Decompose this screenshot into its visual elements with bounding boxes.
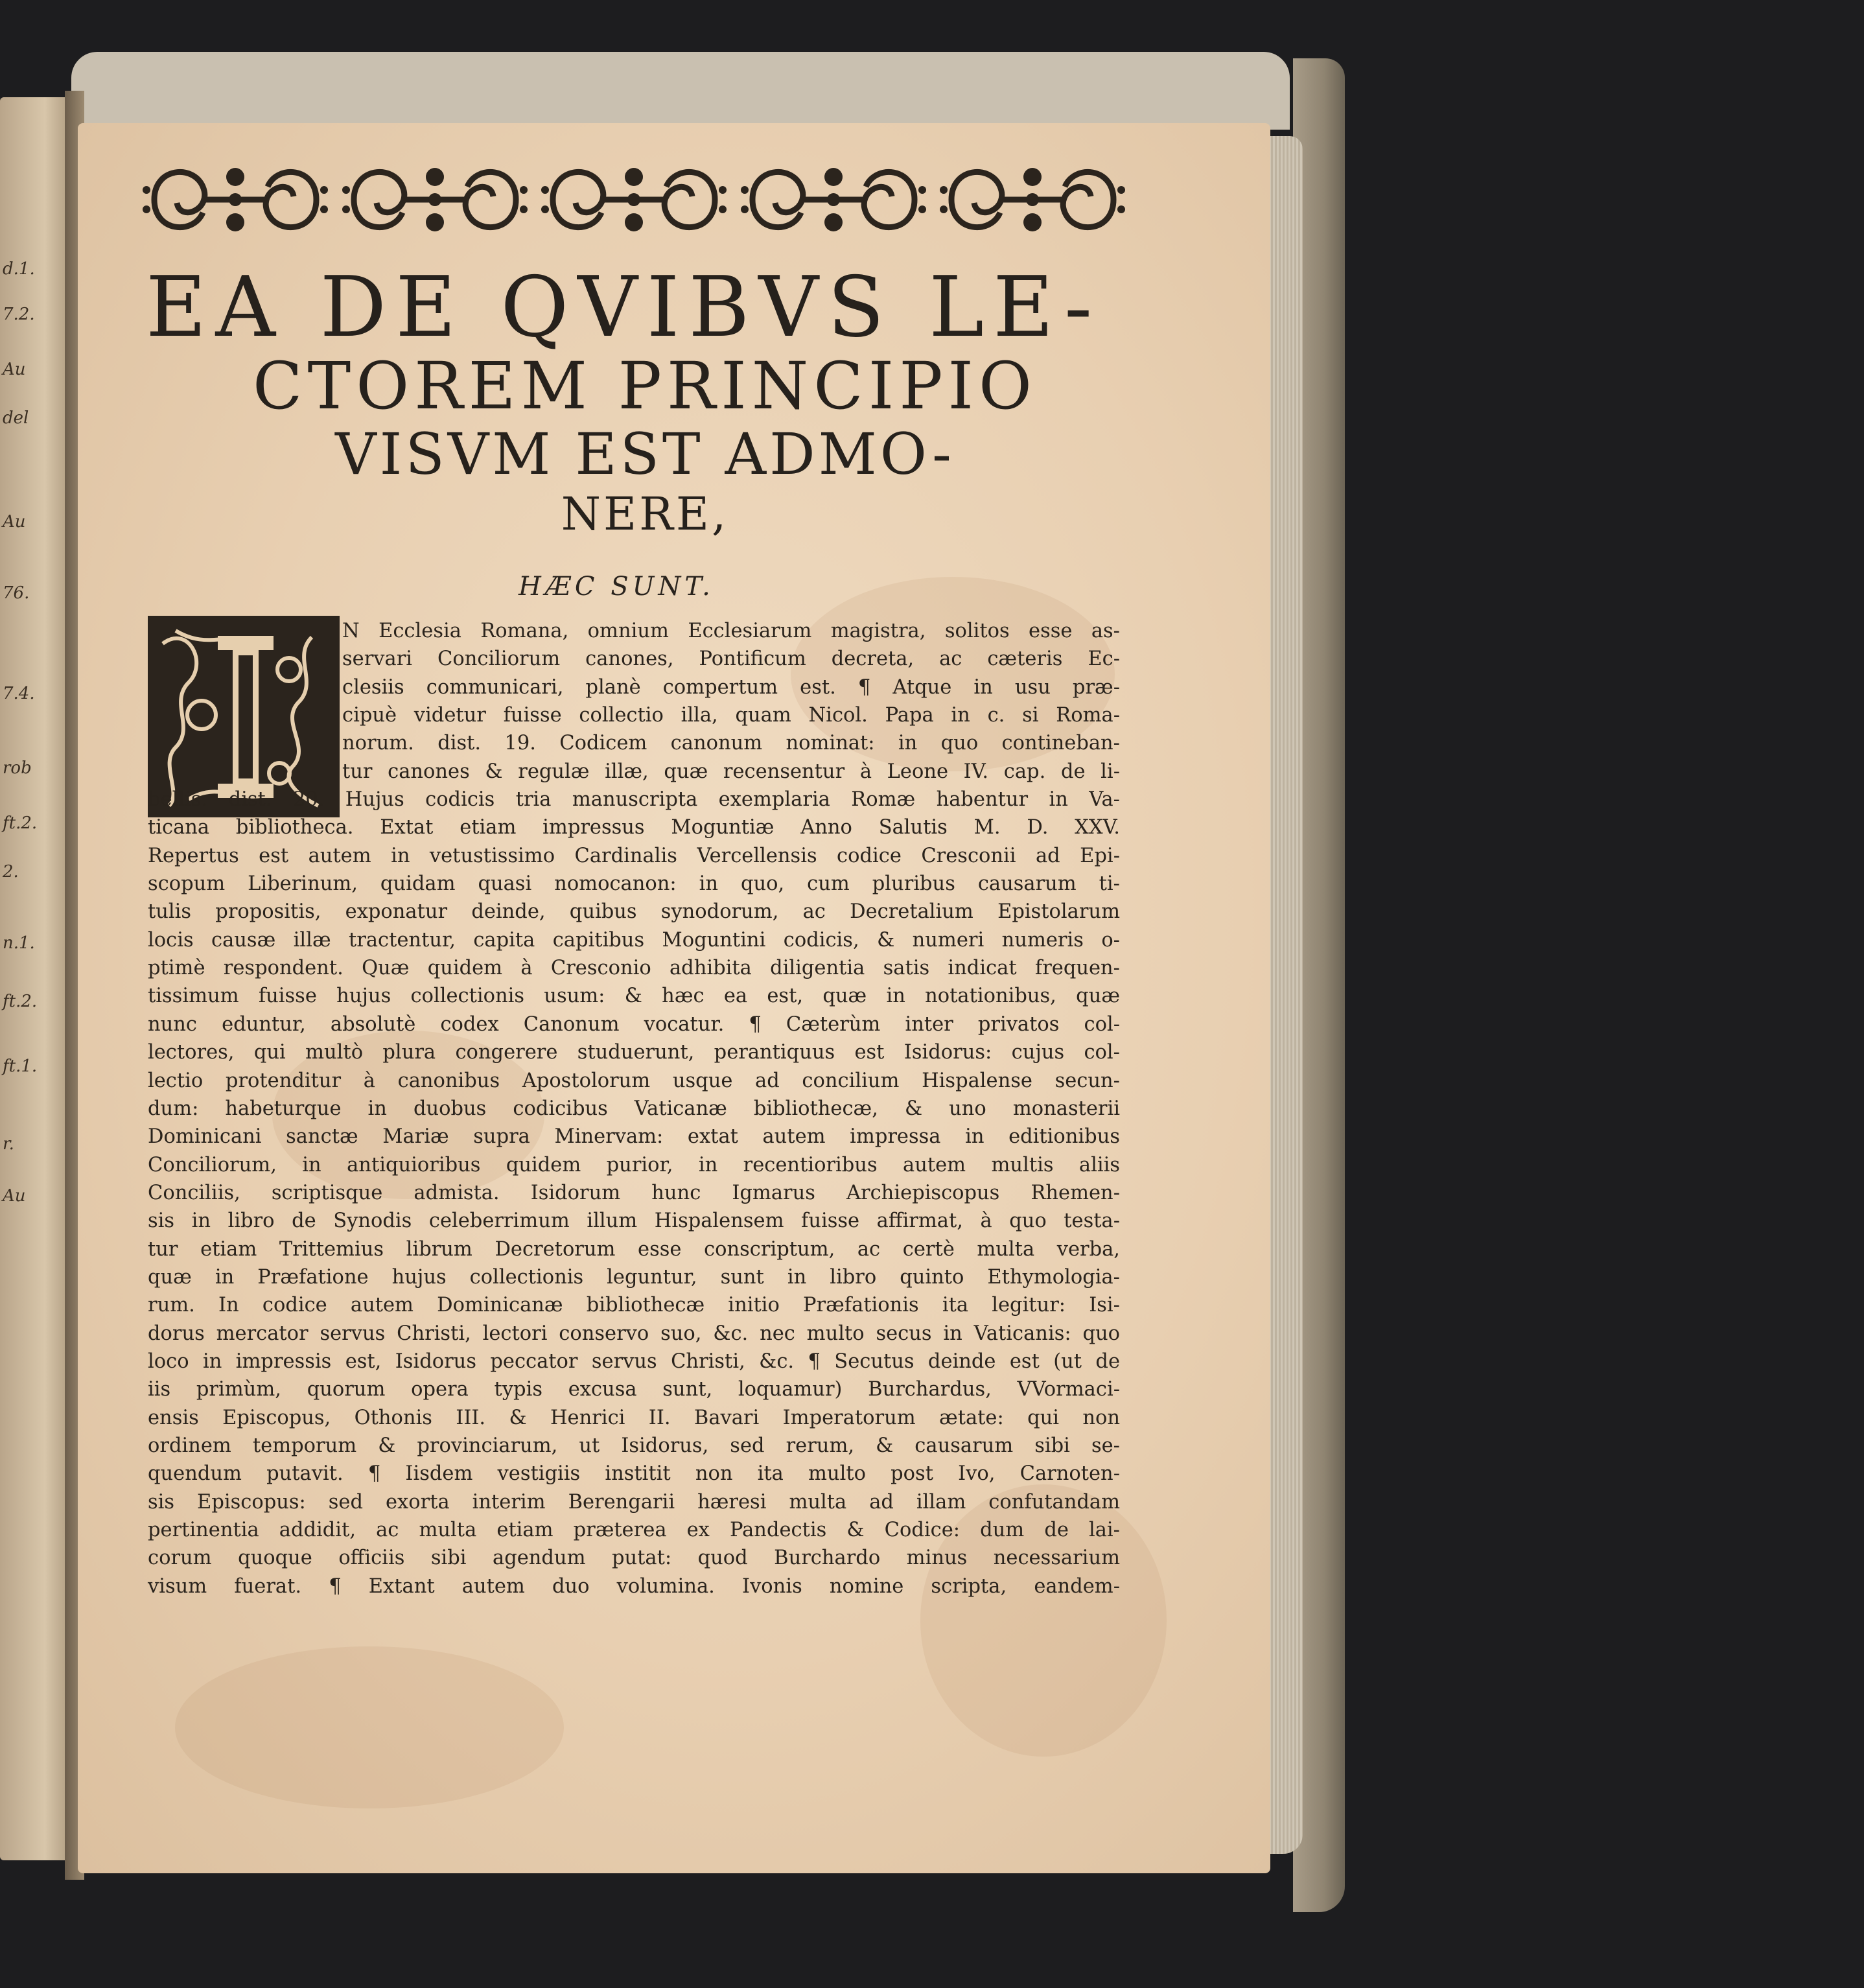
- text-line: tissimum fuisse hujus collectionis usum: & hæc ea est, quæ in notationibus, quæ: [148, 985, 1120, 1008]
- text-line: visum fuerat. ¶ Extant autem duo volumina. Ivonis nomine scripta, eandem-: [148, 1574, 1120, 1598]
- text-line: lectio protenditur à canonibus Apostolorum usque ad concilium Hispalense secun-: [148, 1069, 1120, 1092]
- text-line: tulis propositis, exponatur deinde, quibus synodorum, ac Decretalium Epistolarum: [148, 900, 1120, 924]
- text-line: ensis Episcopus, Othonis III. & Henrici II. Bavari Imperatorum ætate: qui non: [148, 1406, 1120, 1429]
- headpiece-ornament-icon: [141, 151, 329, 248]
- left-margin-note: n.1.: [3, 933, 35, 953]
- text-line: Dominicani sanctæ Mariæ supra Minervam: extat autem impressa in editionibus: [148, 1125, 1120, 1149]
- text-line: tur etiam Trittemius librum Decretorum esse conscriptum, ac certè multa verba,: [148, 1237, 1120, 1261]
- left-margin-note: 7.4.: [3, 684, 35, 703]
- main-text-block: [148, 617, 1120, 1600]
- text-line: dorus mercator servus Christi, lectori conservo suo, &c. nec multo secus in Vaticanis: quo: [148, 1322, 1120, 1345]
- section-subtitle: HÆC SUNT.: [518, 572, 714, 602]
- title-line-2: CTOREM PRINCIPIO: [252, 348, 1038, 424]
- text-line: sis in libro de Synodis celeberrimum illum Hispalensem fuisse affirmat, à quo testa-: [148, 1210, 1120, 1233]
- left-margin-note: 7.2.: [3, 305, 35, 324]
- headpiece-ornament-icon: [740, 151, 927, 248]
- text-line: scopum Liberinum, quidam quasi nomocanon: in quo, cum pluribus causarum ti-: [148, 872, 1120, 896]
- headpiece-ornament-icon: [341, 151, 529, 248]
- text-line: iis primùm, quorum opera typis excusa sunt, loquamur) Burchardus, VVormaci-: [148, 1378, 1120, 1401]
- left-margin-note: del: [3, 408, 29, 428]
- text-line: N Ecclesia Romana, omnium Ecclesiarum magistra, solitos esse as-: [342, 620, 1120, 642]
- text-line: quæ in Præfatione hujus collectionis leguntur, sunt in libro quinto Ethymologia-: [148, 1265, 1120, 1289]
- left-margin-note: 2.: [3, 862, 19, 882]
- text-line: rum. In codice autem Dominicanæ bibliothecæ initio Præfationis ita legitur: Isi-: [148, 1294, 1120, 1317]
- text-line: ticana bibliotheca. Extat etiam impressus Moguntiæ Anno Salutis M. D. XXV.: [148, 816, 1120, 839]
- page-title: [139, 259, 1150, 542]
- left-margin-note: ft.1.: [3, 1057, 38, 1076]
- title-line-3: VISVM EST ADMO-: [335, 421, 955, 487]
- decorative-headpiece: [141, 149, 1126, 250]
- left-margin-note: ft.2.: [3, 813, 38, 833]
- text-line: pertinentia addidit, ac multa etiam præterea ex Pandectis & Codice: dum de lai-: [148, 1519, 1120, 1541]
- text-line: loco in impressis est, Isidorus peccator servus Christi, &c. ¶ Secutus deinde est (ut de: [148, 1350, 1120, 1373]
- left-margin-note: d.1.: [3, 259, 35, 279]
- left-margin-note: Au: [3, 360, 26, 379]
- title-line-1: EA DE QVIBVS LE-: [146, 259, 1102, 356]
- text-line: ordinem temporum & provinciarum, ut Isidorus, sed rerum, & causarum sibi se-: [148, 1434, 1120, 1457]
- text-line: clesiis communicari, planè compertum est. ¶ Atque in usu præ-: [342, 675, 1120, 699]
- left-page-fragment: [0, 97, 75, 1860]
- text-line: Repertus est autem in vetustissimo Cardinalis Vercellensis codice Cresconii ad Epi-: [148, 844, 1120, 867]
- headpiece-ornament-icon: [540, 151, 728, 248]
- text-line: norum. dist. 19. Codicem canonum nominat: in quo contineban-: [342, 732, 1120, 755]
- left-margin-note: Au: [3, 512, 26, 532]
- text-line: cipuè videtur fuisse collectio illa, quam Nicol. Papa in c. si Roma-: [342, 704, 1120, 727]
- left-margin-note: rob: [3, 758, 32, 778]
- text-line: Conciliis, scriptisque admista. Isidorum hunc Igmarus Archiepiscopus Rhemen-: [148, 1181, 1120, 1204]
- text-line: ptimè respondent. Quæ quidem à Cresconio adhibita diligentia satis indicat frequen-: [148, 957, 1120, 980]
- text-line: quendum putavit. ¶ Iisdem vestigiis institit non ita multo post Ivo, Carnoten-: [148, 1462, 1120, 1486]
- text-line: nunc eduntur, absolutè codex Canonum vocatur. ¶ Cæterùm inter privatos col-: [148, 1012, 1120, 1036]
- left-margin-note: 76.: [3, 583, 30, 603]
- text-line: corum quoque officiis sibi agendum putat: quod Burchardo minus necessarium: [148, 1547, 1120, 1570]
- text-line: dum: habeturque in duobus codicibus Vaticanæ bibliothecæ, & uno monasterii: [148, 1097, 1120, 1120]
- left-margin-note: Au: [3, 1186, 26, 1206]
- text-line: Conciliorum, in antiquioribus quidem purior, in recentioribus autem multis aliis: [148, 1153, 1120, 1176]
- page-block-top-edge: [71, 52, 1290, 130]
- text-line: bellis. dist. 20. Hujus codicis tria manuscripta exemplaria Romæ habentur in Va-: [148, 788, 1120, 812]
- text-line: servari Conciliorum canones, Pontificum decreta, ac cæteris Ec-: [342, 648, 1120, 671]
- text-line: lectores, qui multò plura congerere studuerunt, perantiquus est Isidorus: cujus col-: [148, 1041, 1120, 1064]
- text-line: locis causæ illæ tractentur, capita capitibus Moguntini codicis, & numeri numeris o-: [148, 928, 1120, 952]
- headpiece-ornament-icon: [938, 151, 1126, 248]
- text-line: sis Episcopus: sed exorta interim Berengarii hæresi multa ad illam confutandam: [148, 1490, 1120, 1514]
- title-line-4: NERE,: [561, 487, 729, 541]
- text-line: tur canones & regulæ illæ, quæ recensentur à Leone IV. cap. de li-: [342, 760, 1120, 783]
- left-margin-note: r.: [3, 1134, 14, 1154]
- left-margin-note: ft.2.: [3, 992, 38, 1011]
